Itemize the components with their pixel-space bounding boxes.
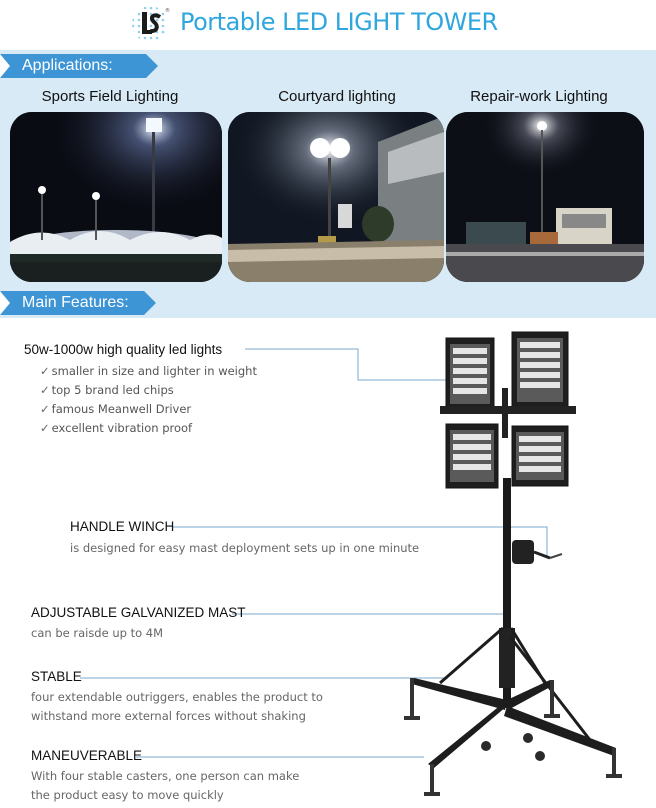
led-panel-top-left (446, 338, 494, 410)
courtyard-photo (228, 112, 444, 282)
feature-maneuverable-desc-2: the product easy to move quickly (31, 788, 224, 802)
checkmark-icon: ✓ (40, 402, 50, 416)
app-label-courtyard: Courtyard lighting (278, 88, 396, 105)
features-heading: Main Features: (0, 291, 144, 315)
app-label-repair: Repair-work Lighting (470, 88, 608, 105)
sports-field-photo (10, 112, 222, 282)
feature-stable-desc-1: four extendable outriggers, enables the product to (31, 690, 323, 704)
feature-maneuverable-title: MANEUVERABLE (31, 748, 143, 763)
checkmark-icon: ✓ (40, 421, 50, 435)
feature-winch-title: HANDLE WINCH (70, 519, 175, 534)
led-panel-top-right (512, 332, 568, 408)
feature-stable-desc-2: withstand more external forces without shaking (31, 709, 306, 723)
checkmark-icon: ✓ (40, 383, 50, 397)
list-item: ✓ smaller in size and lighter in weight (40, 364, 257, 378)
brand-logo (130, 5, 170, 43)
feature-lights-points (40, 362, 257, 438)
applications-heading: Applications: (0, 54, 146, 78)
feature-lights-title: 50w-1000w high quality led lights (24, 342, 223, 357)
feature-maneuverable-desc-1: With four stable casters, one person can make (31, 769, 300, 783)
app-label-sports: Sports Field Lighting (41, 88, 179, 105)
list-item: ✓ excellent vibration proof (40, 421, 193, 435)
feature-mast-desc: can be raisde up to 4M (31, 626, 164, 640)
feature-stable-title: STABLE (31, 669, 82, 684)
page-header (0, 0, 656, 48)
svg-text:®: ® (165, 8, 170, 14)
list-item: ✓ famous Meanwell Driver (40, 402, 192, 416)
checkmark-icon: ✓ (40, 364, 50, 378)
list-item: ✓ top 5 brand led chips (40, 383, 174, 397)
feature-mast-title: ADJUSTABLE GALVANIZED MAST (31, 605, 246, 620)
light-tower-illustration (400, 328, 630, 804)
repair-work-photo (446, 112, 644, 282)
feature-winch-desc: is designed for easy mast deployment sets up in one minute (70, 541, 420, 555)
led-panel-bottom-left (446, 424, 498, 488)
led-panel-bottom-right (512, 426, 568, 486)
page-title: Portable LED LIGHT TOWER (180, 8, 498, 36)
